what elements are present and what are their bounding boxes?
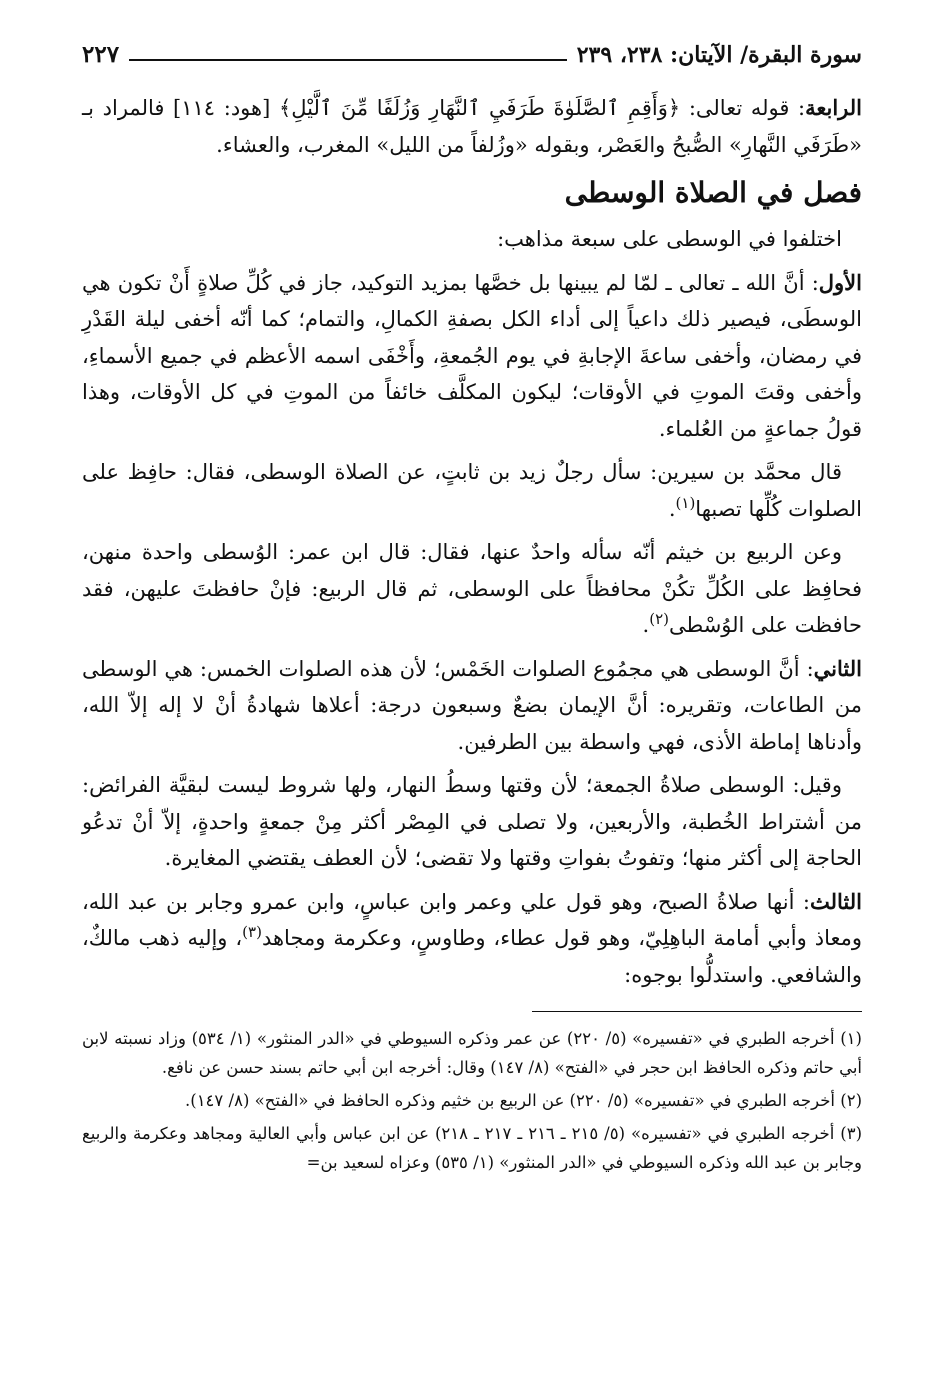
book-page (82, 30, 862, 1181)
footnote-ref[interactable]: (٣) (242, 923, 262, 941)
paragraph-text: : أنَّ الوسطى هي مجمُوع الصلوات الخَمْس؛ لأن هذه الصلوات الخمس: هي الوسطى من الطاعات، وتقريره: أنَّ الإيمان بضعٌ وسبعون درجة: أعلاها شهادةُ أنْ لا إله إلاّ الله، وأدناها إماطة الأذى، فهي واسطة بين الطرفين. (82, 656, 862, 754)
paragraph-tail: ، وإليه ذهب مالكٌ، والشافعي. واستدلُّوا بوجوه: (82, 926, 862, 987)
footnote-separator (532, 1011, 862, 1012)
paragraph-rabi (82, 534, 862, 644)
running-head (82, 30, 862, 68)
paragraph-text: وعن الربيع بن خيثم أنّه سأله واحدٌ عنها، فقال: قال ابن عمر: الوُسطى واحدة منهن، فحافِظ على الكُلِّ تكُنْ محافظاً على الوسطى، ثم قال الربيع: فإنْ حافظتَ عليهن، فقد حافظت على الوُسْطى (82, 540, 862, 637)
paragraph-jumuah (82, 767, 862, 877)
paragraph-second-opinion (82, 651, 862, 761)
paragraph-fourth (82, 90, 862, 163)
paragraph-ibn-sirin (82, 454, 862, 527)
paragraph-lead: الأول (818, 269, 862, 295)
page-number: ٢٢٧ (82, 41, 120, 68)
paragraph-text: : أنها صلاةُ الصبح، وهو قول علي وعمر وابن عباسٍ، وابن عمرو وجابر بن عبد الله، ومعاذ وأبي أمامة الباهِلِيّ، وهو قول عطاء، وطاوسٍ، وعكرمة ومجاهد (82, 889, 862, 950)
paragraph-tail: . (642, 613, 650, 637)
running-head-rule (129, 59, 567, 61)
footnotes (82, 1024, 862, 1177)
paragraph-intro (82, 221, 862, 258)
paragraph-lead: الثاني (813, 655, 862, 681)
paragraph-third-opinion (82, 884, 862, 994)
main-text (82, 90, 862, 993)
footnote-item: (٣) أخرجه الطبري في «تفسيره» (٥/ ٢١٥ ـ ٢١٦ ـ ٢١٧ ـ ٢١٨) عن ابن عباس وأبي العالية ومجاهد وعكرمة والربيع وجابر بن عبد الله وذكره السيوطي في «الدر المنثور» (١/ ٥٣٥) وعزاه لسعيد بن= (82, 1124, 863, 1172)
footnote-item: (١) أخرجه الطبري في «تفسيره» (٥/ ٢٢٠) عن عمر وذكره السيوطي في «الدر المنثور» (١/ ٥٣٤) وزاد نسبته لابن أبي حاتم وذكره الحافظ ابن حجر في «الفتح» (٨/ ١٤٧) وقال: أخرجه ابن أبي حاتم بسند حسن عن نافع. (82, 1029, 862, 1077)
paragraph-text: اختلفوا في الوسطى على سبعة مذاهب: (497, 227, 842, 251)
paragraph-lead: الرابعة (805, 95, 862, 120)
footnote-ref[interactable]: (٢) (649, 610, 669, 628)
footnote-ref[interactable]: (١) (675, 493, 696, 512)
footnote-item: (٢) أخرجه الطبري في «تفسيره» (٥/ ٢٢٠) عن الربيع بن خثيم وذكره الحافظ في «الفتح» (٨/ ١٤٧). (185, 1091, 862, 1110)
paragraph-text: قال محمَّد بن سيرين: سأل رجلٌ زيد بن ثابتٍ، عن الصلاة الوسطى، فقال: حافِظ على الصلوات كُلِّها تصبها (82, 460, 862, 521)
paragraph-first-opinion (82, 265, 862, 448)
running-head-title: سورة البقرة/ الآيتان: ٢٣٨، ٢٣٩ (576, 42, 862, 68)
paragraph-tail: . (668, 496, 676, 521)
paragraph-text: : قوله تعالى: ﴿وَأَقِمِ ٱلصَّلَوٰةَ طَرَفَيِ ٱلنَّهَارِ وَزُلَفًا مِّنَ ٱلَّيْلِ﴾ [هود: ١١٤] فالمراد بـ «طَرَفَي النَّهارِ» الصُّبحُ والعَصْر، وبقوله «وزُلفاً من الليل» المغرب، والعشاء. (82, 96, 862, 157)
section-heading: فصل في الصلاة الوسطى (564, 176, 862, 209)
paragraph-lead: الثالث (810, 888, 862, 914)
paragraph-text: : أنَّ الله ـ تعالى ـ لمّا لم يبينها بل خصَّها بمزيد التوكيد، جاز في كُلِّ صلاةٍ أَنْ تكون هي الوسطَى، فيصير ذلك داعياً إلى أداء الكل بصفةِ الكمالِ، والتمام؛ كما أنّه أخفى ليلة القَدْرِ في رمضان، وأخفى ساعةَ الإجابةِ في يوم الجُمعةِ، وأَخْفَى اسمه الأعظم في جميع الأسماءِ، وأخفى وقتَ الموتِ في الأوقات؛ ليكون المكلَّف خائفاً من الموتِ في كل الأوقات، وهذا قولُ جماعةٍ من العُلماء. (82, 270, 862, 441)
paragraph-text: وقيل: الوسطى صلاةُ الجمعة؛ لأن وقتها وسطُ النهار، ولها شروط ليست لبقيَّة الفرائض: من أشتراط الخُطبة، والأربعين، ولا تصلى في المِصْر أكثر مِنْ جمعةٍ واحدةٍ، إلاّ أنْ تدعُو الحاجة إلى أكثر منها؛ وتفوتُ بفواتِ وقتها ولا تقضى؛ لأن العطف يقتضي المغايرة. (82, 773, 862, 870)
